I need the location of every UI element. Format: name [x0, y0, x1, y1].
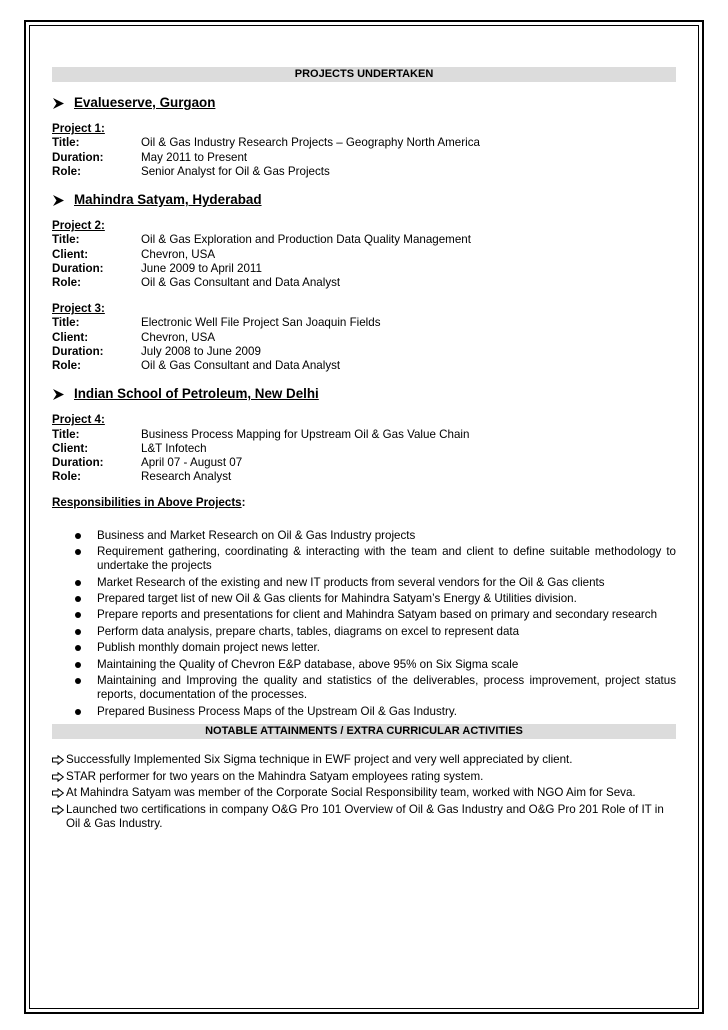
section-title-attainments: NOTABLE ATTAINMENTS / EXTRA CURRICULAR ACTIVITIES	[52, 724, 676, 739]
detail-label: Client:	[52, 247, 89, 261]
project-heading: Project 3:	[52, 302, 105, 316]
project-heading: Project 2:	[52, 219, 105, 233]
responsibility-text: Perform data analysis, prepare charts, tables, diagrams on excel to represent data	[97, 624, 520, 638]
responsibility-text: Prepared Business Process Maps of the Upstream Oil & Gas Industry.	[97, 704, 457, 718]
company-heading	[52, 193, 676, 207]
responsibilities-list	[52, 529, 676, 719]
attainment-item	[52, 753, 676, 767]
bullet-dot-icon	[52, 592, 97, 606]
project-block	[52, 219, 676, 290]
detail-value: Oil & Gas Industry Research Projects – Geography North America	[141, 136, 480, 150]
responsibilities-colon: :	[241, 496, 246, 510]
project-detail-row	[52, 428, 676, 442]
project-detail-row	[52, 442, 676, 456]
attainment-item	[52, 803, 676, 831]
project-detail-row	[52, 151, 676, 165]
responsibility-text: Maintaining and Improving the quality and statistics of the deliverables, process improvement, project status reports, documentation of the processes.	[97, 674, 676, 702]
resume-content	[52, 67, 676, 834]
detail-value: July 2008 to June 2009	[141, 344, 261, 358]
list-item	[52, 545, 676, 573]
detail-label: Duration:	[52, 456, 104, 470]
responsibility-text: Publish monthly domain project news letter.	[97, 641, 320, 655]
bullet-dot-icon	[52, 705, 97, 719]
list-item	[52, 608, 676, 622]
project-detail-row	[52, 262, 676, 276]
company-heading	[52, 387, 676, 401]
list-item	[52, 705, 676, 719]
outline-right-arrow-icon	[52, 786, 66, 800]
arrowhead-bullet-icon	[52, 194, 66, 207]
responsibility-text: Business and Market Research on Oil & Gas Industry projects	[97, 528, 416, 542]
project-detail-row	[52, 276, 676, 290]
bullet-dot-icon	[52, 545, 97, 573]
detail-label: Duration:	[52, 150, 104, 164]
list-item	[52, 674, 676, 702]
detail-value: Chevron, USA	[141, 330, 216, 344]
outline-right-arrow-icon	[52, 803, 66, 831]
company-heading	[52, 96, 676, 110]
responsibility-text: Prepared target list of new Oil & Gas clients for Mahindra Satyam’s Energy & Utilities division.	[97, 592, 577, 606]
project-block	[52, 122, 676, 179]
detail-value: Oil & Gas Exploration and Production Data Quality Management	[141, 233, 471, 247]
detail-label: Role:	[52, 470, 81, 484]
project-block	[52, 302, 676, 373]
bullet-dot-icon	[52, 625, 97, 639]
detail-value: Chevron, USA	[141, 247, 216, 261]
project-detail-row	[52, 233, 676, 247]
project-heading: Project 1:	[52, 122, 105, 136]
detail-value: June 2009 to April 2011	[141, 261, 262, 275]
arrowhead-bullet-icon	[52, 388, 66, 401]
outline-right-arrow-icon	[52, 753, 66, 767]
detail-value: Oil & Gas Consultant and Data Analyst	[141, 276, 341, 290]
project-detail-row	[52, 316, 676, 330]
company-name: Indian School of Petroleum, New Delhi	[74, 386, 319, 402]
project-detail-row	[52, 470, 676, 484]
company-name: Evalueserve, Gurgaon	[74, 95, 216, 110]
detail-value: Research Analyst	[141, 470, 232, 484]
bullet-dot-icon	[52, 658, 97, 672]
bullet-dot-icon	[52, 674, 97, 702]
project-detail-row	[52, 136, 676, 150]
detail-label: Title:	[52, 233, 80, 247]
project-detail-row	[52, 248, 676, 262]
responsibilities-heading	[52, 496, 676, 510]
list-item	[52, 625, 676, 639]
outline-right-arrow-icon	[52, 770, 66, 784]
attainment-text: STAR performer for two years on the Mahindra Satyam employees rating system.	[66, 769, 484, 783]
responsibilities-title: Responsibilities in Above Projects	[52, 496, 242, 510]
project-heading: Project 4:	[52, 413, 105, 427]
attainment-text: Launched two certifications in company O&G Pro 101 Overview of Oil & Gas Industry and O&G Pro 201 Role of IT in Oil & Gas Industry.	[66, 802, 664, 831]
company-name: Mahindra Satyam, Hyderabad	[74, 192, 262, 208]
list-item	[52, 576, 676, 590]
detail-value: May 2011 to Present	[141, 150, 248, 164]
project-block	[52, 413, 676, 484]
detail-label: Role:	[52, 359, 81, 373]
detail-value: Business Process Mapping for Upstream Oil & Gas Value Chain	[141, 427, 470, 441]
detail-label: Title:	[52, 316, 80, 330]
project-detail-row	[52, 345, 676, 359]
bullet-dot-icon	[52, 576, 97, 590]
responsibility-text: Prepare reports and presentations for client and Mahindra Satyam based on primary and secondary research	[97, 608, 658, 622]
list-item	[52, 592, 676, 606]
bullet-dot-icon	[52, 641, 97, 655]
detail-label: Role:	[52, 164, 81, 178]
companies-list	[52, 96, 676, 484]
project-detail-row	[52, 165, 676, 179]
detail-value: Electronic Well File Project San Joaquin Fields	[141, 316, 381, 330]
detail-label: Title:	[52, 136, 80, 150]
bullet-dot-icon	[52, 608, 97, 622]
detail-value: L&T Infotech	[141, 441, 207, 455]
detail-value: Oil & Gas Consultant and Data Analyst	[141, 359, 341, 373]
attainment-item	[52, 770, 676, 784]
attainment-text: Successfully Implemented Six Sigma technique in EWF project and very well appreciated by client.	[66, 752, 573, 766]
detail-value: April 07 - August 07	[141, 456, 243, 470]
bullet-dot-icon	[52, 529, 97, 543]
responsibility-text: Market Research of the existing and new IT products from several vendors for the Oil & Gas clients	[97, 575, 605, 589]
attainment-text: At Mahindra Satyam was member of the Corporate Social Responsibility team, worked with NGO Aim for Seva.	[66, 786, 636, 800]
detail-label: Duration:	[52, 261, 104, 275]
project-detail-row	[52, 331, 676, 345]
list-item	[52, 658, 676, 672]
list-item	[52, 529, 676, 543]
detail-label: Duration:	[52, 344, 104, 358]
responsibility-text: Maintaining the Quality of Chevron E&P database, above 95% on Six Sigma scale	[97, 657, 519, 671]
detail-label: Title:	[52, 427, 80, 441]
detail-label: Role:	[52, 276, 81, 290]
attainments-list	[52, 753, 676, 832]
responsibility-text: Requirement gathering, coordinating & interacting with the team and client to define suitable methodology to undertake the projects	[97, 545, 676, 573]
arrowhead-bullet-icon	[52, 97, 66, 110]
project-detail-row	[52, 456, 676, 470]
detail-label: Client:	[52, 441, 89, 455]
attainment-item	[52, 786, 676, 800]
detail-value: Senior Analyst for Oil & Gas Projects	[141, 164, 330, 178]
section-title-projects: PROJECTS UNDERTAKEN	[52, 67, 676, 82]
list-item	[52, 641, 676, 655]
detail-label: Client:	[52, 330, 89, 344]
project-detail-row	[52, 359, 676, 373]
